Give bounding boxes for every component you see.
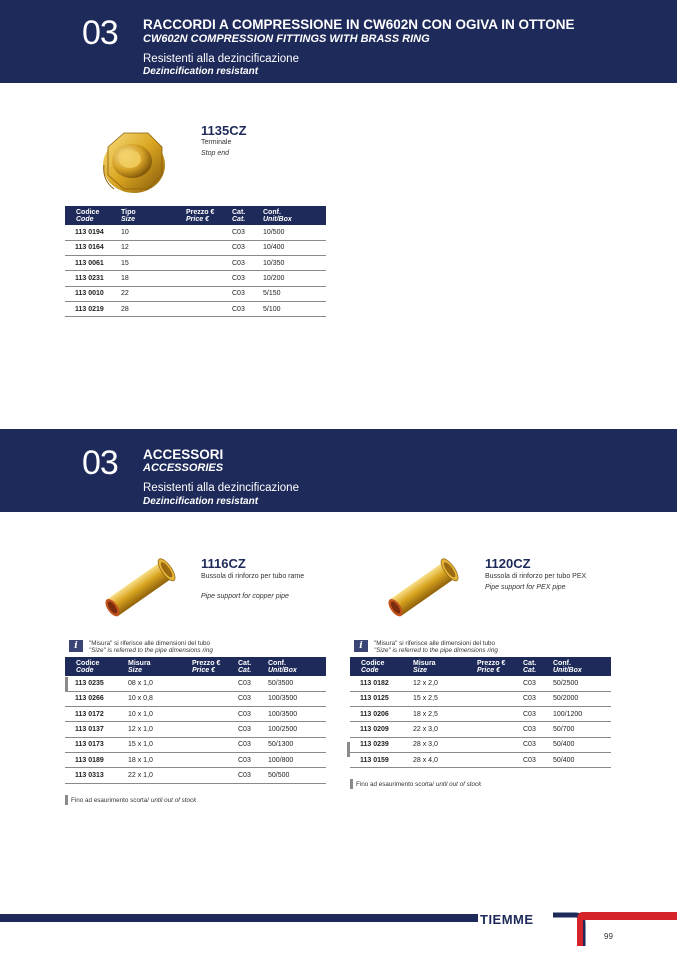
table-row (65, 707, 326, 722)
column-header-size: Tipo Size (115, 206, 180, 225)
cell-cat: C03 (517, 676, 547, 691)
table-row (65, 240, 326, 255)
cell-code: 113 0189 (65, 752, 122, 767)
product-desc-en-1120cz: Pipe support for PEX pipe (485, 584, 566, 591)
product-desc-it-1120cz: Bussola di rinforzo per tubo PEX (485, 573, 587, 580)
cell-cat: C03 (226, 301, 257, 316)
table-row (65, 676, 326, 691)
pipe-support-copper-image (90, 555, 194, 619)
table-row (350, 707, 611, 722)
column-header-box: Conf. Unit/Box (547, 657, 611, 676)
cell-cat: C03 (232, 768, 262, 783)
cell-size: 22 (115, 286, 180, 301)
cell-size: 22 x 1,0 (122, 768, 186, 783)
product-code-1120cz: 1120CZ (485, 556, 531, 571)
column-header-cat: Cat. Cat. (226, 206, 257, 225)
cell-code: 113 0164 (65, 240, 115, 255)
cell-box: 10/500 (257, 225, 326, 240)
cell-box: 100/800 (262, 752, 326, 767)
table-row (65, 768, 326, 783)
cell-price (471, 722, 517, 737)
cell-price (471, 676, 517, 691)
cell-size: 08 x 1,0 (122, 676, 186, 691)
table-row (65, 256, 326, 271)
cell-code: 113 0173 (65, 737, 122, 752)
section-title-en: CW602N COMPRESSION FITTINGS WITH BRASS RING (143, 33, 430, 45)
cell-size: 18 x 1,0 (122, 752, 186, 767)
cell-cat: C03 (517, 722, 547, 737)
section-header-accessories (0, 429, 677, 512)
cell-box: 10/350 (257, 256, 326, 271)
section-subtitle-it: Resistenti alla dezincificazione (143, 53, 299, 65)
cell-code: 113 0209 (350, 722, 407, 737)
cell-cat: C03 (226, 256, 257, 271)
cell-code: 113 0194 (65, 225, 115, 240)
column-header-cat: Cat. Cat. (517, 657, 547, 676)
cell-box: 100/3500 (262, 691, 326, 706)
stock-footnote-it: Fino ad esaurimento scorta/ (356, 781, 435, 788)
product-desc-en-1116cz: Pipe support for copper pipe (201, 593, 289, 600)
size-note-en: "Size" is referred to the pipe dimensions ring (374, 647, 498, 655)
cell-price (186, 722, 232, 737)
cell-price (186, 676, 232, 691)
cell-cat: C03 (226, 225, 257, 240)
column-header-price: Prezzo € Price € (186, 657, 232, 676)
table-row (65, 271, 326, 286)
cell-price (180, 256, 226, 271)
stock-footnote-en: until out of stock (150, 797, 197, 804)
cell-box: 10/200 (257, 271, 326, 286)
cell-box: 100/1200 (547, 707, 611, 722)
cell-box: 100/2500 (262, 722, 326, 737)
cell-cat: C03 (232, 752, 262, 767)
table-row (65, 225, 326, 240)
table-row (350, 752, 611, 767)
cell-code: 113 0206 (350, 707, 407, 722)
section-title-it: ACCESSORI (143, 447, 224, 462)
cell-size: 15 x 2,5 (407, 691, 471, 706)
out-of-stock-marker (65, 677, 68, 692)
table-row (65, 286, 326, 301)
cell-size: 10 x 1,0 (122, 707, 186, 722)
stop-end-fitting-image (94, 125, 174, 197)
cell-cat: C03 (232, 737, 262, 752)
out-of-stock-marker (347, 742, 350, 757)
column-header-price: Prezzo € Price € (180, 206, 226, 225)
cell-box: 10/400 (257, 240, 326, 255)
size-note-it: "Misura" si riferisce alle dimensioni del tubo (89, 640, 211, 647)
cell-price (186, 752, 232, 767)
cell-cat: C03 (517, 752, 547, 767)
cell-size: 10 x 0,8 (122, 691, 186, 706)
stock-footnote (356, 781, 481, 788)
column-header-box: Conf. Unit/Box (257, 206, 326, 225)
cell-size: 28 (115, 301, 180, 316)
cell-box: 50/700 (547, 722, 611, 737)
product-code-1135cz: 1135CZ (201, 123, 247, 138)
cell-size: 18 (115, 271, 180, 286)
cell-box: 50/1300 (262, 737, 326, 752)
cell-box: 50/500 (262, 768, 326, 783)
table-row (65, 752, 326, 767)
cell-size: 15 x 1,0 (122, 737, 186, 752)
column-header-cat: Cat. Cat. (232, 657, 262, 676)
size-note (374, 640, 498, 654)
cell-box: 50/3500 (262, 676, 326, 691)
cell-code: 113 0010 (65, 286, 115, 301)
cell-code: 113 0159 (350, 752, 407, 767)
cell-size: 22 x 3,0 (407, 722, 471, 737)
cell-price (471, 691, 517, 706)
section-subtitle-en: Dezincification resistant (143, 66, 259, 77)
product-code-1116cz: 1116CZ (201, 556, 246, 571)
cell-box: 100/3500 (262, 707, 326, 722)
cell-price (180, 301, 226, 316)
table-row (65, 691, 326, 706)
table-row (65, 737, 326, 752)
product-table-1135cz (65, 206, 326, 317)
section-header-compression (0, 0, 677, 83)
section-title-en: ACCESSORIES (143, 462, 224, 474)
cell-price (180, 286, 226, 301)
cell-price (186, 768, 232, 783)
stock-footnote (71, 797, 196, 804)
cell-code: 113 0231 (65, 271, 115, 286)
table-row (65, 722, 326, 737)
cell-cat: C03 (517, 737, 547, 752)
cell-box: 50/400 (547, 752, 611, 767)
cell-size: 12 x 2,0 (407, 676, 471, 691)
size-note-it: "Misura" si riferisce alle dimensioni del tubo (374, 640, 496, 647)
page-number: 99 (604, 932, 613, 941)
section-subtitle-it: Resistenti alla dezincificazione (143, 482, 299, 494)
cell-box: 5/150 (257, 286, 326, 301)
size-note-en: "Size" is referred to the pipe dimensions ring (89, 647, 213, 655)
product-table-1120cz (350, 657, 611, 768)
section-number: 03 (82, 14, 118, 52)
table-row (350, 676, 611, 691)
column-header-size: Misura Size (122, 657, 186, 676)
table-row (350, 722, 611, 737)
cell-cat: C03 (517, 691, 547, 706)
cell-price (180, 271, 226, 286)
table-row (350, 737, 611, 752)
cell-size: 15 (115, 256, 180, 271)
cell-cat: C03 (517, 707, 547, 722)
cell-cat: C03 (226, 240, 257, 255)
cell-code: 113 0182 (350, 676, 407, 691)
cell-box: 5/100 (257, 301, 326, 316)
cell-cat: C03 (232, 707, 262, 722)
cell-cat: C03 (232, 676, 262, 691)
table-row (65, 301, 326, 316)
cell-code: 113 0313 (65, 768, 122, 783)
column-header-price: Prezzo € Price € (471, 657, 517, 676)
footnote-marker (65, 795, 68, 805)
cell-size: 12 x 1,0 (122, 722, 186, 737)
column-header-box: Conf. Unit/Box (262, 657, 326, 676)
footer-bar (0, 914, 478, 922)
cell-price (186, 691, 232, 706)
cell-cat: C03 (226, 286, 257, 301)
cell-size: 10 (115, 225, 180, 240)
cell-code: 113 0137 (65, 722, 122, 737)
pipe-support-pex-image (373, 555, 477, 619)
table-header-row (65, 206, 326, 225)
column-header-size: Misura Size (407, 657, 471, 676)
cell-cat: C03 (232, 691, 262, 706)
section-title-it: RACCORDI A COMPRESSIONE IN CW602N CON OGIVA IN OTTONE (143, 17, 575, 32)
column-header-code: Codice Code (65, 206, 115, 225)
cell-size: 28 x 3,0 (407, 737, 471, 752)
cell-code: 113 0266 (65, 691, 122, 706)
stock-footnote-it: Fino ad esaurimento scorta/ (71, 797, 150, 804)
product-desc-it-1116cz: Bussola di rinforzo per tubo rame (201, 573, 305, 580)
cell-code: 113 0125 (350, 691, 407, 706)
cell-size: 12 (115, 240, 180, 255)
table-header-row (350, 657, 611, 676)
cell-code: 113 0235 (65, 676, 122, 691)
cell-price (471, 707, 517, 722)
footnote-marker (350, 779, 353, 789)
cell-cat: C03 (226, 271, 257, 286)
cell-price (180, 240, 226, 255)
cell-code: 113 0239 (350, 737, 407, 752)
cell-cat: C03 (232, 722, 262, 737)
stock-footnote-en: until out of stock (435, 781, 482, 788)
column-header-code: Codice Code (350, 657, 407, 676)
cell-price (471, 752, 517, 767)
cell-price (186, 737, 232, 752)
product-desc-en-1135cz: Stop end (201, 150, 230, 157)
product-desc-it-1135cz: Terminale (201, 139, 232, 146)
info-icon: i (354, 640, 368, 652)
table-header-row (65, 657, 326, 676)
product-table-1116cz (65, 657, 326, 784)
cell-box: 50/2500 (547, 676, 611, 691)
cell-size: 28 x 4,0 (407, 752, 471, 767)
cell-price (471, 737, 517, 752)
column-header-code: Codice Code (65, 657, 122, 676)
cell-code: 113 0061 (65, 256, 115, 271)
brand-logo-icon (553, 912, 677, 946)
cell-code: 113 0219 (65, 301, 115, 316)
table-row (350, 691, 611, 706)
cell-price (186, 707, 232, 722)
cell-box: 50/400 (547, 737, 611, 752)
cell-price (180, 225, 226, 240)
size-note (89, 640, 213, 654)
brand-logo-text: TIEMME (480, 912, 534, 927)
info-icon: i (69, 640, 83, 652)
section-number: 03 (82, 444, 118, 482)
section-subtitle-en: Dezincification resistant (143, 496, 259, 507)
cell-size: 18 x 2,5 (407, 707, 471, 722)
cell-box: 50/2000 (547, 691, 611, 706)
cell-code: 113 0172 (65, 707, 122, 722)
